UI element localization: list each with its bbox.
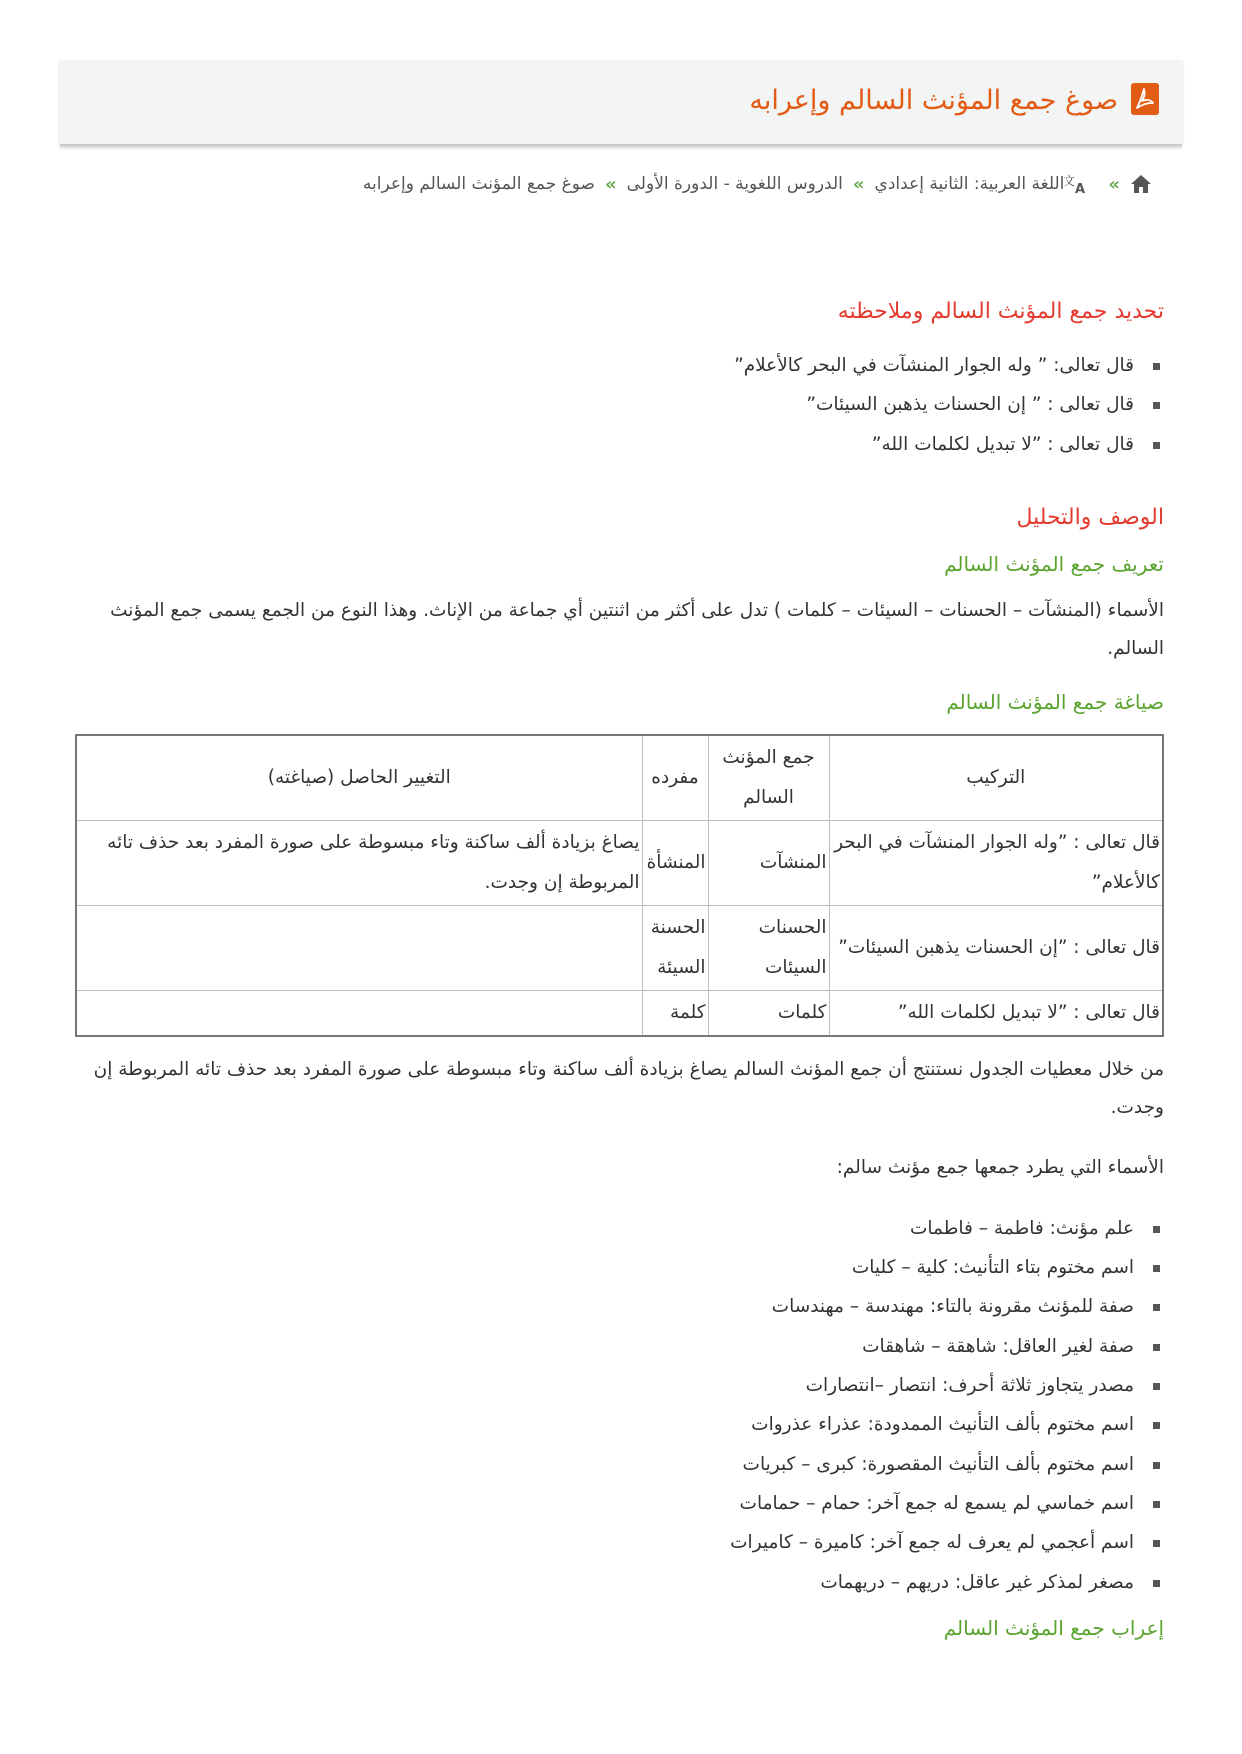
column-header: التغيير الحاصل (صياغته) [76, 735, 642, 821]
section-heading-identify: تحديد جمع المؤنث السالم وملاحظته [837, 299, 1164, 324]
pdf-icon[interactable] [1130, 82, 1160, 116]
definition-paragraph: الأسماء (المنشآت – الحسنات – السيئات – كلمات ) تدل على أكثر من اثنتين أي جماعة من الإناث. وهذا النوع من الجمع يسمى جمع المؤنث السالم. [110, 599, 1164, 659]
table-cell: قال تعالى : ”وله الجوار المنشآت في البحر كالأعلام” [829, 820, 1163, 905]
list-item: علم مؤنث: فاطمة – فاطمات [74, 1209, 1134, 1248]
table-cell: المنشأة [642, 820, 708, 905]
section-heading-analysis: الوصف والتحليل [1016, 504, 1164, 530]
table-cell [76, 905, 642, 990]
table-cell: يصاغ بزيادة ألف ساكنة وتاء مبسوطة على صورة المفرد بعد حذف تائه المربوطة إن وجدت. [76, 820, 642, 905]
list-item: صفة للمؤنث مقرونة بالتاء: مهندسة – مهندسات [74, 1287, 1134, 1326]
subheading-definition: تعريف جمع المؤنث السالم [944, 551, 1164, 576]
subheading-formation: صياغة جمع المؤنث السالم [946, 689, 1164, 714]
list-item: اسم أعجمي لم يعرف له جمع آخر: كاميرة – كاميرات [74, 1523, 1134, 1562]
table-cell: قال تعالى : ”لا تبديل لكلمات الله” [829, 990, 1163, 1036]
home-icon[interactable] [1130, 174, 1152, 194]
examples-list [74, 346, 1164, 464]
table-cell: الحسنة السيئة [642, 905, 708, 990]
subheading-parsing: إعراب جمع المؤنث السالم [943, 1615, 1164, 1640]
list-item: اسم مختوم بألف التأنيث المقصورة: كبرى – كبريات [74, 1445, 1134, 1484]
table-row [76, 905, 1163, 990]
list-item: مصغر لمذكر غير عاقل: دريهم – دريهمات [74, 1563, 1134, 1602]
breadcrumb-separator: » [852, 173, 865, 195]
table-cell: الحسنات السيئات [708, 905, 829, 990]
list-item: صفة لغير العاقل: شاهقة – شاهقات [74, 1327, 1134, 1366]
table-row [76, 820, 1163, 905]
svg-text:A: A [1075, 182, 1086, 197]
list-item: قال تعالى: ” وله الجوار المنشآت في البحر كالأعلام” [74, 346, 1134, 385]
title-bar [60, 60, 1182, 146]
breadcrumb [363, 170, 1152, 198]
table-cell: المنشآت [708, 820, 829, 905]
breadcrumb-current: صوغ جمع المؤنث السالم وإعرابه [362, 174, 595, 194]
table-cell: قال تعالى : ”إن الحسنات يذهبن السيئات” [829, 905, 1163, 990]
table-cell [76, 990, 642, 1036]
table-cell: كلمات [708, 990, 829, 1036]
table-row [76, 990, 1163, 1036]
formation-table [75, 734, 1164, 1037]
list-item: اسم خماسي لم يسمع له جمع آخر: حمام – حمامات [74, 1484, 1134, 1523]
breadcrumb-separator: » [1108, 173, 1120, 195]
list-item: مصدر يتجاوز ثلاثة أحرف: انتصار –انتصارات [74, 1366, 1134, 1405]
table-header-row [76, 735, 1163, 821]
conclusion-paragraph: من خلال معطيات الجدول نستنتج أن جمع المؤنث السالم يصاغ بزيادة ألف ساكنة وتاء مبسوطة على صورة المفرد بعد حذف تائه المربوطة إن وجدت. [93, 1058, 1164, 1118]
regular-plural-intro: الأسماء التي يطرد جمعها جمع مؤنث سالم: [836, 1156, 1164, 1178]
page-title: صوغ جمع المؤنث السالم وإعرابه [749, 85, 1118, 116]
translate-icon [1063, 173, 1098, 197]
breadcrumb-link-subject[interactable]: اللغة العربية: الثانية إعدادي [874, 174, 1065, 194]
column-header: التركيب [829, 735, 1163, 821]
svg-text:文: 文 [1063, 174, 1076, 188]
column-header: جمع المؤنث السالم [708, 735, 829, 821]
breadcrumb-link-lessons[interactable]: الدروس اللغوية - الدورة الأولى [626, 174, 843, 194]
table-cell: كلمة [642, 990, 708, 1036]
list-item: اسم مختوم بتاء التأنيث: كلية – كليات [74, 1248, 1134, 1287]
list-item: اسم مختوم بألف التأنيث الممدودة: عذراء عذروات [74, 1405, 1134, 1444]
list-item: قال تعالى : ” إن الحسنات يذهبن السيئات” [74, 385, 1134, 424]
column-header: مفرده [642, 735, 708, 821]
regular-plural-list [74, 1209, 1164, 1602]
list-item: قال تعالى : ”لا تبديل لكلمات الله” [74, 425, 1134, 464]
article-content [74, 292, 1164, 1648]
breadcrumb-separator: » [605, 173, 617, 195]
